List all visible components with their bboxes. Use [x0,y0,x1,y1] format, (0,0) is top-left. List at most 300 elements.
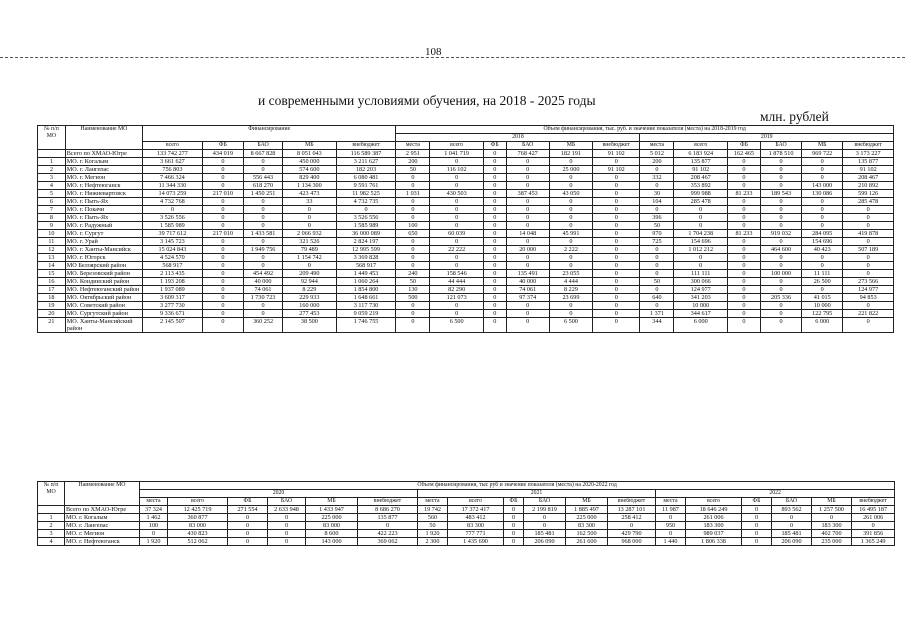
volume-header: Объем финансирования, тыс руб и значение показателя (места) на 2020-2022 год [140,482,895,490]
data-cell: 0 [802,198,843,206]
data-cell: 0 [593,158,640,166]
data-cell: 16 495 187 [852,506,895,514]
data-cell: 0 [742,538,772,546]
data-cell: 0 [593,310,640,318]
data-cell: 8 051 043 [283,150,337,158]
column-header: МБ [812,498,852,506]
data-cell: 6 500 [430,318,484,333]
data-cell: 162 500 [566,530,608,538]
data-cell: 0 [243,254,282,262]
data-cell: 512 062 [168,538,228,546]
row-number: 2 [38,166,66,174]
municipality-name: МО. Нефтеюганский район [65,286,142,294]
data-cell: 768 427 [506,150,549,158]
municipality-name: МО. г. Мегион [65,174,142,182]
data-cell: 1 365 249 [852,538,895,546]
data-cell: 0 [727,182,760,190]
data-cell: 0 [504,530,524,538]
data-cell: 756 803 [143,166,203,174]
row-number [38,150,66,158]
data-cell: 0 [396,174,430,182]
data-cell: 0 [674,214,728,222]
data-cell: 0 [202,158,243,166]
data-cell: 30 [640,190,674,198]
data-cell: 10 000 [674,302,728,310]
data-cell: 0 [760,278,801,286]
municipality-name: МО. г. Покачи [65,206,142,214]
data-cell: 369 062 [358,538,418,546]
data-cell: 0 [727,262,760,270]
data-cell: 0 [524,522,566,530]
data-cell: 0 [760,310,801,318]
data-cell: 0 [742,530,772,538]
row-number: 10 [38,230,66,238]
data-cell: 829 400 [283,174,337,182]
data-cell: 0 [549,254,592,262]
data-cell: 217 010 [202,190,243,198]
data-cell: 50 [396,166,430,174]
data-cell: 240 [396,270,430,278]
data-cell: 50 [396,278,430,286]
data-cell: 79 489 [283,246,337,254]
data-cell: 0 [483,238,506,246]
data-cell: 0 [336,206,396,214]
data-cell: 0 [243,206,282,214]
data-cell: 0 [760,182,801,190]
data-cell: 143 000 [306,538,358,546]
data-cell: 0 [760,254,801,262]
data-cell: 423 473 [283,190,337,198]
data-cell: 777 771 [448,530,504,538]
data-cell: 0 [506,198,549,206]
table-row [38,150,894,158]
header-rule [0,57,905,58]
data-cell: 0 [483,190,506,198]
data-cell: 0 [802,214,843,222]
column-header: ФБ [727,142,760,150]
data-cell: 0 [593,198,640,206]
data-cell: 650 [396,230,430,238]
data-cell: 0 [243,222,282,230]
row-number: 2 [38,522,65,530]
municipality-name: МО. г. Пыть-Ях [65,214,142,222]
data-cell: 130 086 [802,190,843,198]
data-cell: 0 [483,286,506,294]
data-cell: 970 [640,230,674,238]
data-cell: 0 [396,318,430,333]
data-cell: 0 [640,302,674,310]
column-header: всего [686,498,742,506]
column-header: БАО [772,498,812,506]
data-cell: 0 [802,158,843,166]
data-cell: 258 412 [608,514,656,522]
data-cell: 206 090 [524,538,566,546]
data-cell: 0 [430,222,484,230]
data-cell: 74 061 [243,286,282,294]
municipality-name: Всего по ХМАО-Югре [65,150,142,158]
data-cell: 0 [430,238,484,246]
data-cell: 0 [593,214,640,222]
data-cell: 183 300 [686,522,742,530]
data-cell: 0 [243,238,282,246]
data-cell: 1 854 800 [336,286,396,294]
data-cell: 1 937 089 [143,286,203,294]
data-cell: 0 [506,238,549,246]
column-header: БАО [243,142,282,150]
data-cell: 0 [483,262,506,270]
data-cell: 0 [202,310,243,318]
data-cell: 0 [640,254,674,262]
column-header: всего [448,498,504,506]
column-header: МБ [306,498,358,506]
year-2022-header: 2022 [656,490,895,498]
data-cell: 0 [430,198,484,206]
data-cell: 0 [228,538,268,546]
data-cell: 0 [593,318,640,333]
data-cell: 0 [268,522,306,530]
data-cell: 1 193 208 [143,278,203,286]
data-cell: 507 189 [843,246,894,254]
municipality-name: МО. г. Югорск [65,254,142,262]
column-header: БАО [268,498,306,506]
data-cell: 0 [283,262,337,270]
column-header: места [396,142,430,150]
data-cell: 2 066 932 [283,230,337,238]
data-cell: 0 [202,270,243,278]
data-cell: 0 [593,182,640,190]
data-cell: 0 [396,302,430,310]
data-cell: 0 [283,214,337,222]
data-cell: 450 000 [283,158,337,166]
row-number: 15 [38,270,66,278]
data-cell: 0 [593,286,640,294]
data-cell: 221 822 [843,310,894,318]
data-cell: 0 [243,158,282,166]
data-cell: 40 000 [506,278,549,286]
year-2020-header: 2020 [140,490,418,498]
column-header: БАО [760,142,801,150]
data-cell: 3 609 317 [143,294,203,302]
data-cell: 37 324 [140,506,168,514]
data-cell: 14 073 259 [143,190,203,198]
data-cell: 50 [640,278,674,286]
data-cell: 0 [268,514,306,522]
column-header: внебюджет [843,142,894,150]
data-cell: 124 977 [843,286,894,294]
data-cell: 430 503 [430,190,484,198]
data-cell: 261 006 [686,514,742,522]
data-cell: 284 095 [802,230,843,238]
data-cell: 0 [727,254,760,262]
data-cell: 0 [843,254,894,262]
data-cell: 83 000 [306,522,358,530]
data-cell: 0 [143,206,203,214]
data-cell: 919 032 [760,230,801,238]
data-cell: 0 [727,294,760,302]
data-cell: 154 696 [674,238,728,246]
data-cell: 60 039 [430,230,484,238]
data-cell: 92 944 [283,278,337,286]
data-cell: 0 [202,206,243,214]
data-cell: 0 [202,182,243,190]
data-cell: 0 [802,174,843,182]
table-row [38,270,894,278]
data-cell: 0 [549,206,592,214]
column-header: ФБ [202,142,243,150]
data-cell: 185 481 [772,530,812,538]
data-cell: 0 [202,302,243,310]
data-cell: 0 [483,230,506,238]
data-cell: 1 012 212 [674,246,728,254]
data-cell: 725 [640,238,674,246]
data-cell: 0 [506,262,549,270]
row-number: 14 [38,262,66,270]
data-cell: 100 [140,522,168,530]
data-cell: 0 [593,302,640,310]
data-cell: 0 [396,214,430,222]
data-cell: 3 526 556 [336,214,396,222]
data-cell: 568 917 [336,262,396,270]
data-cell: 210 892 [843,182,894,190]
data-cell: 200 [396,158,430,166]
data-cell: 10 000 [802,302,843,310]
data-cell: 0 [640,206,674,214]
data-cell: 0 [593,270,640,278]
data-cell: 0 [727,278,760,286]
data-cell: 0 [593,254,640,262]
data-cell: 100 [396,222,430,230]
column-header: места [418,498,448,506]
data-cell: 0 [843,318,894,333]
data-cell: 124 977 [674,286,728,294]
column-header: ФБ [228,498,268,506]
data-cell: 1 878 510 [760,150,801,158]
data-cell: 135 491 [506,270,549,278]
data-cell: 321 526 [283,238,337,246]
municipality-name: МО. г. Когалым [65,514,140,522]
data-cell: 6 500 [549,318,592,333]
data-cell: 0 [760,222,801,230]
data-cell: 0 [396,206,430,214]
data-cell: 0 [760,238,801,246]
row-number: 9 [38,222,66,230]
row-number: 1 [38,514,65,522]
data-cell: 1 154 742 [283,254,337,262]
row-number: 6 [38,198,66,206]
table-row [38,190,894,198]
data-cell: 0 [727,286,760,294]
row-number: 16 [38,278,66,286]
data-cell: 968 000 [608,538,656,546]
financing-table-2020-2022 [37,481,895,546]
data-cell: 2 145 507 [143,318,203,333]
row-number: 19 [38,302,66,310]
data-cell: 0 [593,206,640,214]
data-cell: 0 [640,270,674,278]
data-cell: 1 585 989 [336,222,396,230]
data-cell: 0 [483,270,506,278]
data-cell: 0 [506,182,549,190]
data-cell: 15 024 843 [143,246,203,254]
data-cell: 0 [268,538,306,546]
data-cell: 12 425 719 [168,506,228,514]
data-cell: 18 646 249 [686,506,742,514]
data-cell: 0 [760,198,801,206]
data-cell: 41 015 [802,294,843,302]
data-cell: 0 [549,158,592,166]
data-cell: 2 824 197 [336,238,396,246]
data-cell: 121 073 [430,294,484,302]
row-number: 11 [38,238,66,246]
data-cell: 0 [243,302,282,310]
data-cell: 0 [430,310,484,318]
data-cell: 271 554 [228,506,268,514]
table-row [38,238,894,246]
data-cell: 0 [843,206,894,214]
municipality-name: МО. г. Урай [65,238,142,246]
data-cell: 0 [727,318,760,333]
data-cell: 2 113 435 [143,270,203,278]
column-header: всего [430,142,484,150]
data-cell: 97 374 [506,294,549,302]
data-cell: 12 995 599 [336,246,396,254]
data-cell: 430 823 [168,530,228,538]
data-cell: 38 500 [283,318,337,333]
data-cell: 229 933 [283,294,337,302]
data-cell: 429 790 [608,530,656,538]
row-number: 18 [38,294,66,302]
data-cell: 83 300 [566,522,608,530]
data-cell: 26 500 [802,278,843,286]
data-cell: 0 [656,530,686,538]
data-cell: 360 252 [243,318,282,333]
data-cell: 560 [418,514,448,522]
data-cell: 1 949 756 [243,246,282,254]
data-cell: 9 336 671 [143,310,203,318]
data-cell: 0 [549,262,592,270]
data-cell: 1 433 947 [306,506,358,514]
data-cell: 402 700 [812,530,852,538]
row-number: 1 [38,158,66,166]
data-cell: 1 585 989 [143,222,203,230]
data-cell: 0 [202,222,243,230]
municipality-name: МО. г. Когалым [65,158,142,166]
volume-header: Объем финансирования, тыс. руб. и значение показателя (места) на 2018-2019 год [396,126,894,134]
row-number: 12 [38,246,66,254]
data-cell: 3 173 227 [843,150,894,158]
data-cell: 154 696 [802,238,843,246]
table-row [38,530,895,538]
data-cell: 1 885 497 [566,506,608,514]
data-cell: 0 [243,262,282,270]
data-cell: 341 203 [674,294,728,302]
data-cell: 0 [483,246,506,254]
data-cell: 1 648 661 [336,294,396,302]
units-label: млн. рублей [760,109,829,124]
data-cell: 893 562 [772,506,812,514]
data-cell: 20 000 [506,246,549,254]
municipality-name: МО. г. Лангепас [65,522,140,530]
data-cell: 0 [396,182,430,190]
data-cell: 0 [593,174,640,182]
data-cell: 0 [504,538,524,546]
table-row [38,206,894,214]
municipality-name: МО. Октябрьский район [65,294,142,302]
data-cell: 5 012 [640,150,674,158]
data-cell: 0 [674,206,728,214]
row-number: 20 [38,310,66,318]
data-cell: 0 [760,286,801,294]
table-row [38,538,895,546]
data-cell: 0 [228,522,268,530]
table-row [38,198,894,206]
municipality-name: МО. г. Лангепас [65,166,142,174]
data-cell: 0 [506,174,549,182]
table-row [38,246,894,254]
data-cell: 208 467 [843,174,894,182]
data-cell: 0 [504,514,524,522]
column-header: внебюджет [608,498,656,506]
data-cell: 0 [549,214,592,222]
data-cell: 11 344 330 [143,182,203,190]
data-cell: 0 [742,506,772,514]
data-cell: 1 134 300 [283,182,337,190]
data-cell: 599 126 [843,190,894,198]
data-cell: 0 [430,214,484,222]
data-cell: 91 102 [674,166,728,174]
row-number: 21 [38,318,66,333]
data-cell: 0 [483,222,506,230]
row-number: 3 [38,530,65,538]
data-cell: 0 [772,514,812,522]
data-cell: 11 111 [802,270,843,278]
data-cell: 0 [268,530,306,538]
col-num-header: № п/п МО [38,126,66,150]
data-cell: 0 [593,246,640,254]
data-cell: 500 [396,294,430,302]
data-cell: 0 [802,254,843,262]
column-header: места [656,498,686,506]
table-row [38,514,895,522]
data-cell: 0 [640,262,674,270]
data-cell: 0 [727,270,760,278]
column-header: места [640,142,674,150]
data-cell: 0 [656,514,686,522]
data-cell: 0 [506,214,549,222]
data-cell: 0 [593,262,640,270]
data-cell: 285 478 [674,198,728,206]
page-number: 108 [425,46,442,58]
data-cell: 0 [430,182,484,190]
data-cell: 116 589 387 [336,150,396,158]
table-row [38,222,894,230]
municipality-name: МО. г. Нефтеюганск [65,538,140,546]
table-row [38,158,894,166]
data-cell: 160 000 [283,302,337,310]
col-name-header: Наименование МО [65,126,142,150]
data-cell: 0 [202,254,243,262]
data-cell: 0 [549,302,592,310]
data-cell: 3 369 828 [336,254,396,262]
data-cell: 0 [760,206,801,214]
data-cell: 391 856 [852,530,895,538]
data-cell: 1 449 453 [336,270,396,278]
data-cell: 640 [640,294,674,302]
data-cell: 206 090 [772,538,812,546]
data-cell: 81 233 [727,230,760,238]
data-cell: 0 [812,514,852,522]
data-cell: 6 080 481 [336,174,396,182]
